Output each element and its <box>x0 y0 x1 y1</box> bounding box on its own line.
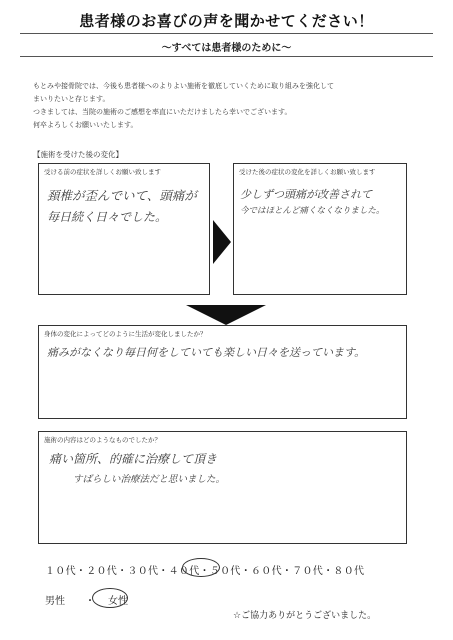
after-answer-line-1: 少しずつ頭痛が改善されて <box>240 188 372 201</box>
gender-separator: ・ <box>85 596 95 607</box>
after-symptoms-box[interactable] <box>233 163 407 295</box>
intro-line: 何卒よろしくお願いいたします。 <box>33 121 138 129</box>
treatment-answer-line-1: 痛い箇所、的確に治療して頂き <box>49 452 218 466</box>
gender-female-option[interactable]: 女性 <box>108 596 128 607</box>
before-symptoms-label: 受ける前の症状を詳しくお願い致します <box>44 168 161 176</box>
intro-line: もとみや接骨院では、今後も患者様へのよりよい施術を徹底していくために取り組みを強化して <box>33 82 334 90</box>
section-label: 【施術を受けた後の変化】 <box>33 150 123 159</box>
gender-selected-circle <box>92 588 128 608</box>
intro-text <box>33 80 433 132</box>
age-selected-circle <box>182 558 220 577</box>
intro-line: まいりたいと存じます。 <box>33 95 110 103</box>
treatment-impression-label: 施術の内容はどのようなものでしたか？ <box>44 436 161 444</box>
title-divider-bottom <box>20 56 433 57</box>
life-change-answer: 痛みがなくなり毎日何をしていても楽しい日々を送っています。 <box>47 346 366 359</box>
gender-male-option[interactable]: 男性 <box>45 596 65 607</box>
before-answer-line-1: 頚椎が歪んでいて、頭痛が <box>47 188 197 203</box>
thanks-message: ☆ご協力ありがとうございました。 <box>233 611 377 621</box>
title-divider-top <box>20 33 433 34</box>
after-answer-line-2: 今ではほとんど痛くなくなりました。 <box>240 206 385 216</box>
after-symptoms-label: 受けた後の症状の変化を詳しくお願い致します <box>239 168 376 176</box>
page-subtitle: ～すべては患者様のために～ <box>161 43 292 54</box>
intro-line: つきましては、当院の施術のご感想を率直にいただけましたら幸いでございます。 <box>33 108 292 116</box>
treatment-impression-box[interactable] <box>38 431 407 544</box>
before-symptoms-box[interactable] <box>38 163 210 295</box>
life-change-box[interactable] <box>38 325 407 419</box>
age-options[interactable]: １０代・２０代・３０代・４０代・５０代・６０代・７０代・８０代 <box>45 566 365 577</box>
before-answer-line-2: 毎日続く日々でした。 <box>47 210 168 224</box>
arrow-right-icon <box>213 220 231 264</box>
arrow-down-icon <box>186 305 266 325</box>
treatment-answer-line-2: すばらしい治療法だと思いました。 <box>73 474 226 485</box>
life-change-label: 身体の変化によってどのように生活が変化しましたか？ <box>44 330 207 338</box>
page-title: 患者様のお喜びの声を聞かせてください！ <box>79 12 374 30</box>
